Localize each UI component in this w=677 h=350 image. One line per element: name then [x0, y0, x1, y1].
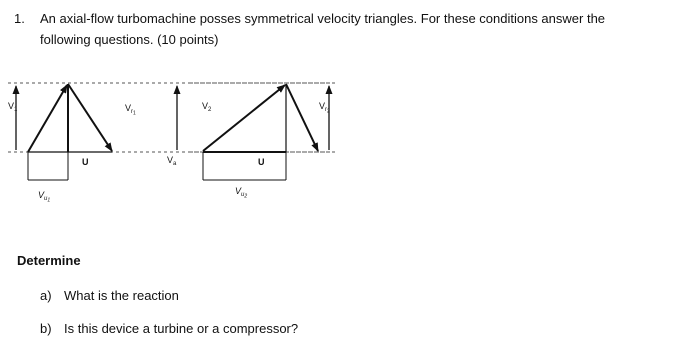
label-v2: $V_2$: [202, 101, 212, 113]
inlet-velocity-triangle: [28, 84, 112, 152]
label-va: $V_a$: [167, 155, 177, 167]
label-u-left: U: [82, 157, 89, 167]
item-a: [40, 288, 179, 303]
dimension-bars: [28, 152, 286, 180]
question-number: 1.: [14, 11, 25, 26]
outlet-velocity-triangle: [203, 84, 318, 152]
item-a-marker: a): [40, 288, 52, 303]
determine-heading: Determine: [17, 253, 81, 268]
label-vr2: $V_r2$: [319, 101, 330, 115]
label-vu2: $V_u2$: [235, 186, 248, 200]
label-v1: $V_1$: [8, 101, 18, 113]
vertical-arrows: [16, 86, 329, 150]
label-u-right: U: [258, 157, 265, 167]
item-b: [40, 321, 298, 336]
item-a-text: What is the reaction: [64, 288, 179, 303]
question-text: An axial-flow turbomachine posses symmetrical velocity triangles. For these conditions answer the following questions. (10 points): [40, 11, 606, 47]
label-vu1: $V_u1$: [38, 190, 51, 204]
label-vr1: $V_r1$: [125, 103, 136, 117]
item-b-marker: b): [40, 321, 52, 336]
item-b-text: Is this device a turbine or a compressor?: [64, 321, 299, 336]
